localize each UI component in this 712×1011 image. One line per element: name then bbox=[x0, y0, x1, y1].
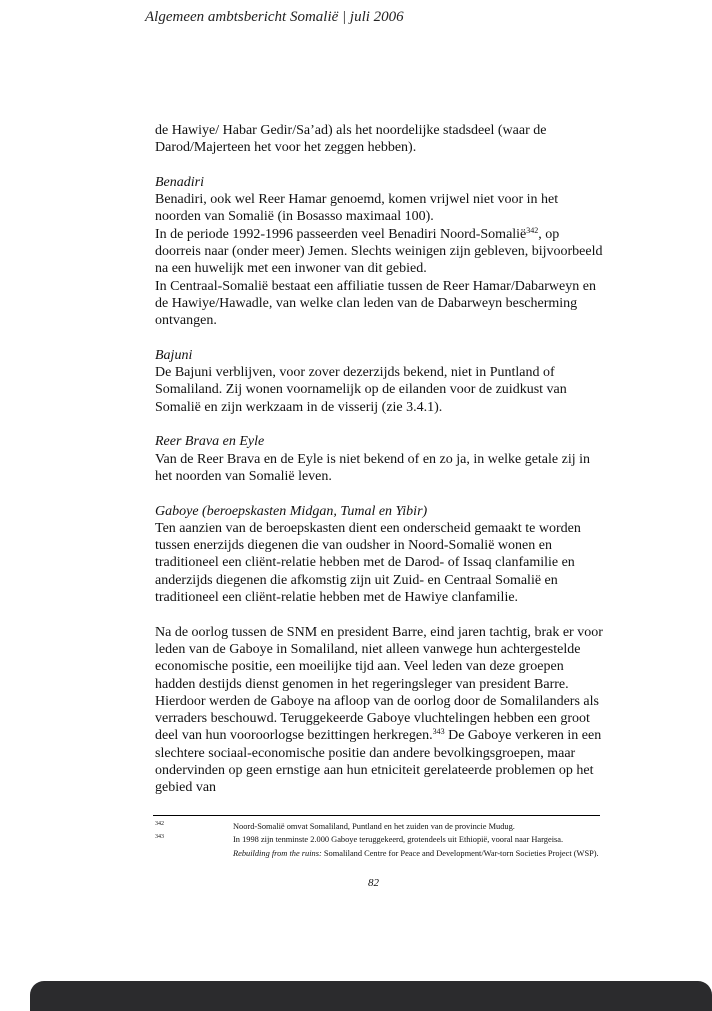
footnote-text: In 1998 zijn tenminste 2.000 Gaboye teruggekeerd, grotendeels uit Ethiopië, vooral naar Hargeisa. bbox=[233, 835, 564, 845]
footnote-342 bbox=[153, 820, 600, 833]
bajuni-paragraph-1: De Bajuni verblijven, voor zover dezerzijds bekend, niet in Puntland of Somaliland. Zij wonen voornamelijk op de eilanden voor de zuidkust van Somalië en zijn werkzaam in de visserij (zie 3.4.1). bbox=[155, 365, 567, 415]
section-heading-gaboye: Gaboye (beroepskasten Midgan, Tumal en Yibir) bbox=[155, 503, 428, 519]
benadiri-paragraph-2: In de periode 1992-1996 passeerden veel Benadiri Noord-Somalië$^{342}$, op doorreis naar (onder meer) Jemen. Slechts weinigen zijn gebleven, bijvoorbeeld na een huwelijk met een inwoner van dit gebied. bbox=[155, 225, 603, 277]
page-number: 82 bbox=[368, 877, 379, 889]
gaboye-paragraph-1: Ten aanzien van de beroepskasten dient een onderscheid gemaakt te worden tussen enerzijds diegenen die van oudsher in Noord-Somalië wonen en traditioneel een cliënt-relatie hebben met de Darod- of Issaq clanfamilie en anderzijds diegenen die afkomstig zijn uit Zuid- en Centraal Somalië en traditioneel een cliënt-relatie hebben met de Hawiye clanfamilie. bbox=[155, 520, 581, 606]
benadiri-paragraph-1: Benadiri, ook wel Reer Hamar genoemd, komen vrijwel niet voor in het noorden van Somalië (in Bosasso maximaal 100). bbox=[155, 192, 559, 225]
section-heading-benadiri: Benadiri bbox=[155, 174, 204, 190]
footnote-number: 342 bbox=[155, 821, 164, 827]
gaboye-paragraph-2: Na de oorlog tussen de SNM en president Barre, eind jaren tachtig, brak er voor leden van de Gaboye in Somaliland, niet alleen vanwege hun achtergestelde economische positie, een moeilijke tijd aan. Veel leden van deze groepen hadden destijds dienst genomen in het regeringsleger van president Barre. Hierdoor werden de Gaboye na afloop van de oorlog door de Somalilanders als verraders beschouwd. Teruggekeerde Gaboye vluchtelingen hebben een groot deel van hun vooroorlogse bezittingen herkregen.$^{343}$ De Gaboye verkeren in een slechtere sociaal-economische positie dan andere bevolkingsgroepen, maar ondervinden op geen ernstige aan hun etniciteit gerelateerde problemen op het gebied van bbox=[155, 624, 603, 796]
footnote-source-title: Rebuilding from the ruins: bbox=[233, 848, 322, 858]
viewer-bottom-bar bbox=[30, 981, 712, 1011]
footnote-text: Noord-Somalië omvat Somaliland, Puntland en het zuiden van de provincie Mudug. bbox=[233, 822, 515, 831]
footnote-343 bbox=[153, 833, 600, 860]
section-heading-bajuni: Bajuni bbox=[155, 347, 193, 363]
reer-brava-paragraph-1: Van de Reer Brava en de Eyle is niet bekend of en zo ja, in welke getale zij in het noorden van Somalië leven. bbox=[155, 451, 590, 484]
footnotes bbox=[153, 820, 600, 860]
footnote-ref-343[interactable]: 343 bbox=[432, 727, 445, 737]
footnote-text-continued: Somaliland Centre for Peace and Development/War-torn Societies Project (WSP). bbox=[323, 848, 599, 858]
intro-paragraph: de Hawiye/ Habar Gedir/Sa’ad) als het noordelijke stadsdeel (waar de Darod/Majerteen het voor het zeggen hebben). bbox=[155, 123, 547, 156]
running-header: Algemeen ambtsbericht Somalië | juli 2006 bbox=[145, 9, 404, 25]
section-heading-reer-brava: Reer Brava en Eyle bbox=[155, 434, 265, 450]
benadiri-paragraph-3: In Centraal-Somalië bestaat een affiliatie tussen de Reer Hamar/Dabarweyn en de Hawiye/Hawadle, van welke clan leden van de Dabarweyn bescherming ontvangen. bbox=[155, 278, 596, 329]
footnote-number: 343 bbox=[155, 834, 164, 841]
footnote-divider bbox=[153, 815, 600, 816]
footnote-ref-342[interactable]: 342 bbox=[526, 225, 539, 235]
main-text bbox=[155, 122, 605, 797]
